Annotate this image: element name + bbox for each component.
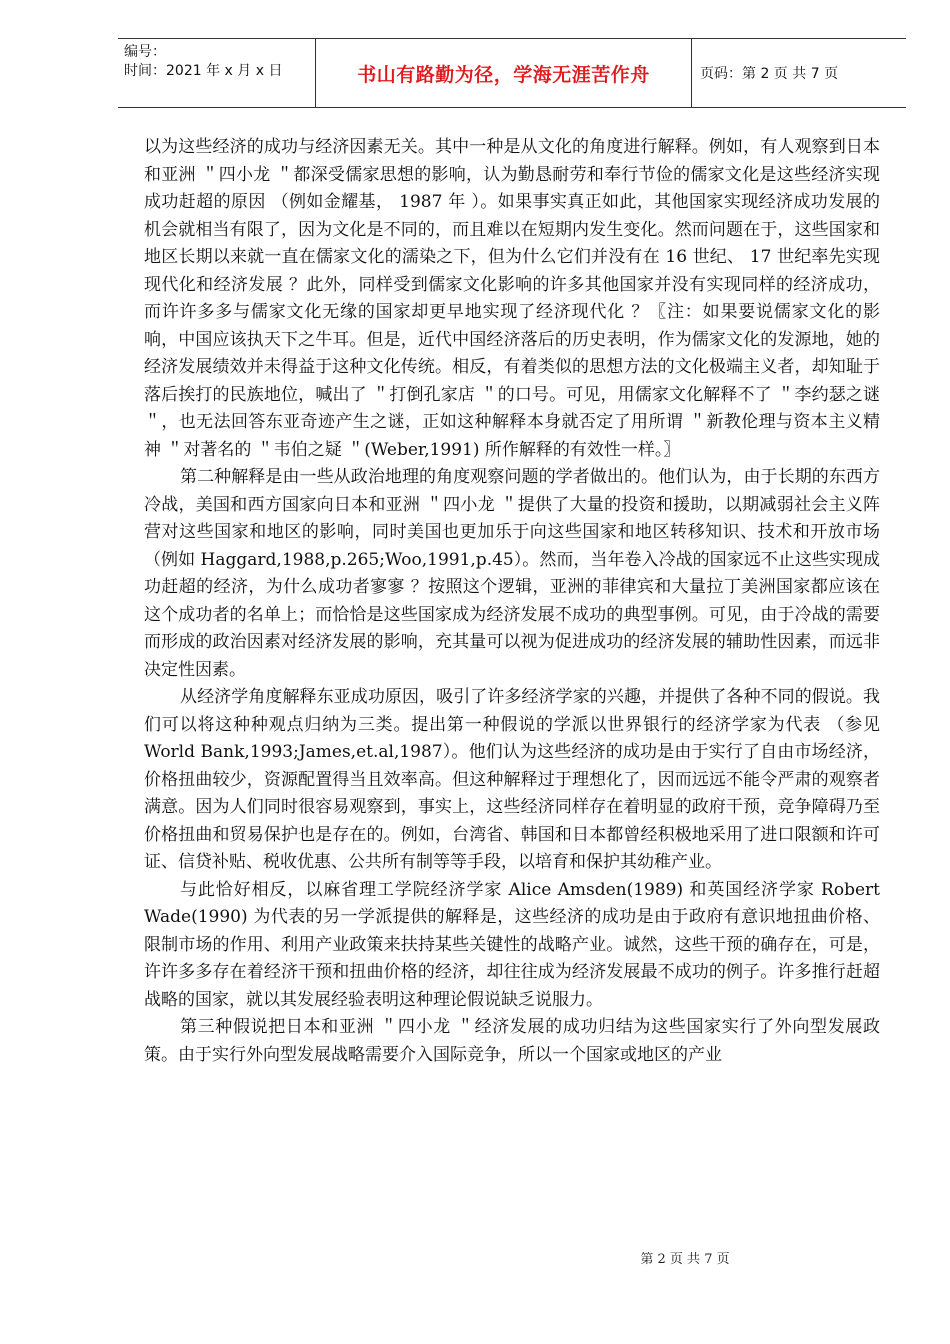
paragraph-2: 第二种解释是由一些从政治地理的角度观察问题的学者做出的。他们认为，由于长期的东西方冷战，美国和西方国家向日本和亚洲 ＂四小龙 ＂提供了大量的投资和援助，以期减弱社会主义阵营对这些国家和地区的影响，同时美国也更加乐于向这些国家和地区转移知识、技术和开放市场 （例如 Haggard,1988,p.265;Woo,1991,p.45）。然而，当年卷入冷战的国家远不止这些实现成功赶超的经济，为什么成功者寥寥 ？按照这个逻辑，亚洲的菲律宾和大量拉丁美洲国家都应该在这个成功者的名单上；而恰恰是这些国家成为经济发展不成功的典型事例。可见，由于冷战的需要而形成的政治因素对经济发展的影响，充其量可以视为促进成功的经济发展的辅助性因素，而远非决定性因素。	[144, 467, 880, 680]
paragraph-5: 第三种假说把日本和亚洲 ＂四小龙 ＂经济发展的成功归结为这些国家实行了外向型发展政策。由于实行外向型发展战略需要介入国际竞争，所以一个国家或地区的产业	[144, 1017, 880, 1065]
paragraph-4: 与此恰好相反，以麻省理工学院经济学家 Alice Amsden(1989) 和英国经济学家 Robert Wade(1990) 为代表的另一学派提供的解释是，这些经济的成功是由于政府有意识地扭曲价格、限制市场的作用、利用产业政策来扶持某些关键性的战略产业。诚然，这些干预的确存在，可是，许许多多存在着经济干预和扭曲价格的经济，却往往成为经济发展最不成功的例子。许多推行赶超战略的国家，就以其发展经验表明这种理论假说缺乏说服力。	[144, 879, 880, 1010]
paragraph-1: 以为这些经济的成功与经济因素无关。其中一种是从文化的角度进行解释。例如，有人观察到日本和亚洲 ＂四小龙 ＂都深受儒家思想的影响，认为勤恳耐劳和奉行节俭的儒家文化是这些经济实现成功赶超的原因 （例如金耀基， 1987 年 ）。如果事实真正如此，其他国家实现经济成功发展的机会就相当有限了，因为文化是不同的，而且难以在短期内发生变化。然而问题在于，这些国家和地区长期以来就一直在儒家文化的濡染之下，但为什么它们并没有在 16 世纪、 17 世纪率先实现现代化和经济发展 ？此外，同样受到儒家文化影响的许多其他国家并没有实现同样的经济成功，而许许多多与儒家文化无缘的国家却更早地实现了经济现代化 ？〖注：如果要说儒家文化的影响，中国应该执天下之牛耳。但是，近代中国经济落后的历史表明，作为儒家文化的发源地，她的经济发展绩效并未得益于这种文化传统。相反，有着类似的思想方法的文化极端主义者，却知耻于落后挨打的民族地位，喊出了 ＂打倒孔家店 ＂的口号。可见，用儒家文化解释不了 ＂李约瑟之谜 ＂，也无法回答东亚奇迹产生之谜，正如这种解释本身就否定了用所谓 ＂新教伦理与资本主义精神 ＂对著名的 ＂韦伯之疑 ＂(Weber,1991) 所作解释的有效性一样。〗	[144, 137, 880, 460]
header-meta	[124, 43, 314, 81]
serial-label: 编号：	[124, 44, 166, 60]
page-footer	[0, 1248, 950, 1267]
document-body	[144, 134, 880, 1069]
footer-page-number: 第 2 页 共 7 页	[640, 1252, 730, 1267]
header-motto: 书山有路勤为径，学海无涯苦作舟	[315, 39, 692, 107]
time-label: 时间：2021 年 x 月 x 日	[124, 63, 283, 79]
paragraph-3: 从经济学角度解释东亚成功原因，吸引了许多经济学家的兴趣，并提供了各种不同的假说。我们可以将这种种观点归纳为三类。提出第一种假说的学派以世界银行的经济学家为代表 （参见 World Bank,1993;James,et.al,1987）。他们认为这些经济的成功是由于实行了自由市场经济，价格扭曲较少，资源配置得当且效率高。但这种解释过于理想化了，因而远远不能令严肃的观察者满意。因为人们同时很容易观察到，事实上，这些经济同样存在着明显的政府干预，竞争障碍乃至价格扭曲和贸易保护也是存在的。例如，台湾省、韩国和日本都曾经积极地采用了进口限额和许可证、信贷补贴、税收优惠、公共所有制等等手段，以培育和保护其幼稚产业。	[144, 687, 880, 872]
page-header	[118, 38, 906, 108]
header-page-info: 页码：第 2 页 共 7 页	[700, 66, 839, 82]
